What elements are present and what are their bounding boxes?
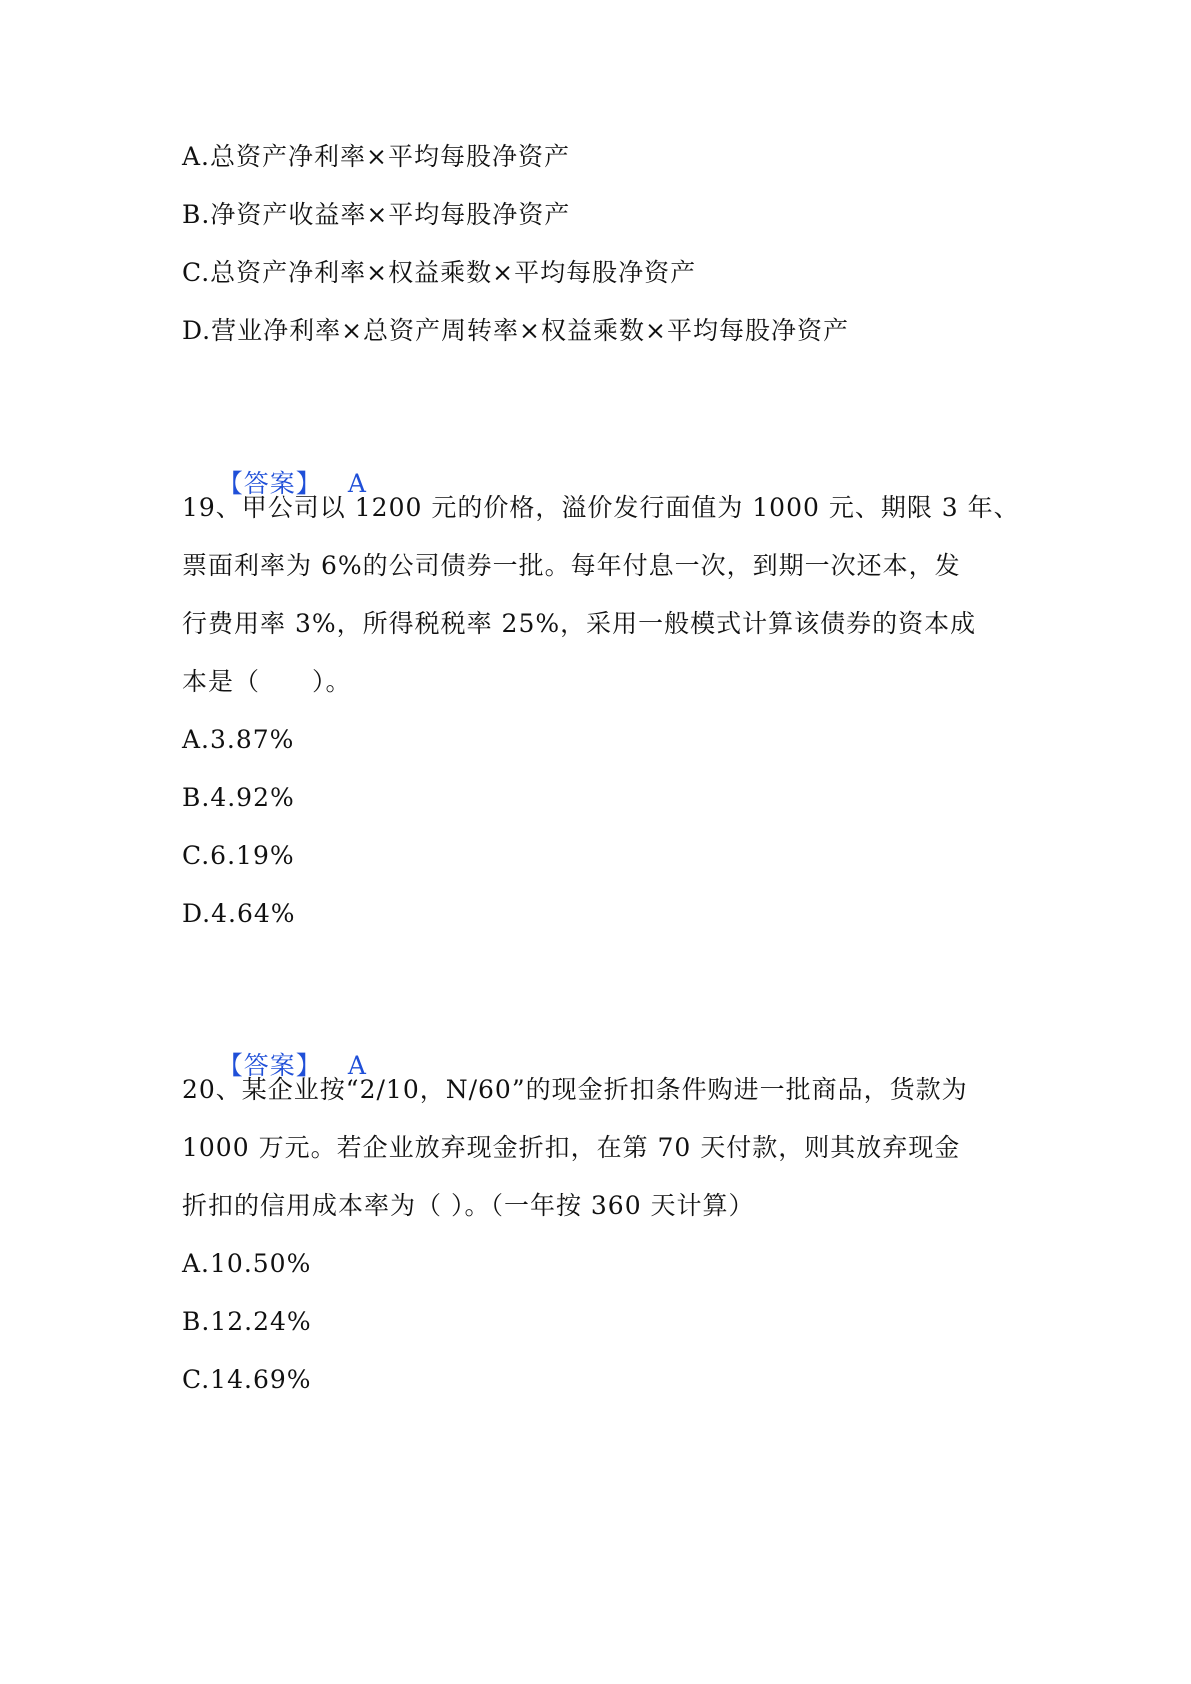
q19-stem-line-2: 票面利率为 6%的公司债券一批。每年付息一次，到期一次还本，发 [182, 551, 961, 580]
q18-option-a: A.总资产净利率×平均每股净资产 [182, 142, 570, 171]
q18-option-c: C.总资产净利率×权益乘数×平均每股净资产 [182, 258, 697, 287]
q19-option-d: D.4.64% [182, 899, 296, 928]
q20-stem-line-1: 20、某企业按“2/10，N/60”的现金折扣条件购进一批商品，货款为 [182, 1075, 968, 1104]
q20-option-a: A.10.50% [182, 1249, 312, 1278]
q18-option-b: B.净资产收益率×平均每股净资产 [182, 200, 571, 229]
q20-option-c: C.14.69% [182, 1365, 312, 1394]
answer-value: A [347, 1051, 367, 1080]
answer-value: A [347, 469, 367, 498]
answer-label: 【答案】 [217, 1051, 322, 1080]
q19-stem-line-4: 本是（ ）。 [182, 667, 352, 696]
q20-option-b: B.12.24% [182, 1307, 312, 1336]
q19-option-c: C.6.19% [182, 841, 295, 870]
q20-stem-line-2: 1000 万元。若企业放弃现金折扣，在第 70 天付款，则其放弃现金 [182, 1133, 961, 1162]
q19-option-a: A.3.87% [182, 725, 295, 754]
q20-stem-line-3: 折扣的信用成本率为（ ）。（一年按 360 天计算） [182, 1191, 755, 1220]
answer-label: 【答案】 [217, 469, 322, 498]
q18-option-d: D.营业净利率×总资产周转率×权益乘数×平均每股净资产 [182, 316, 849, 345]
q19-option-b: B.4.92% [182, 783, 295, 812]
q19-stem-line-3: 行费用率 3%，所得税税率 25%，采用一般模式计算该债券的资本成 [182, 609, 977, 638]
q19-stem-line-1: 19、甲公司以 1200 元的价格，溢价发行面值为 1000 元、期限 3 年、 [182, 493, 1020, 522]
